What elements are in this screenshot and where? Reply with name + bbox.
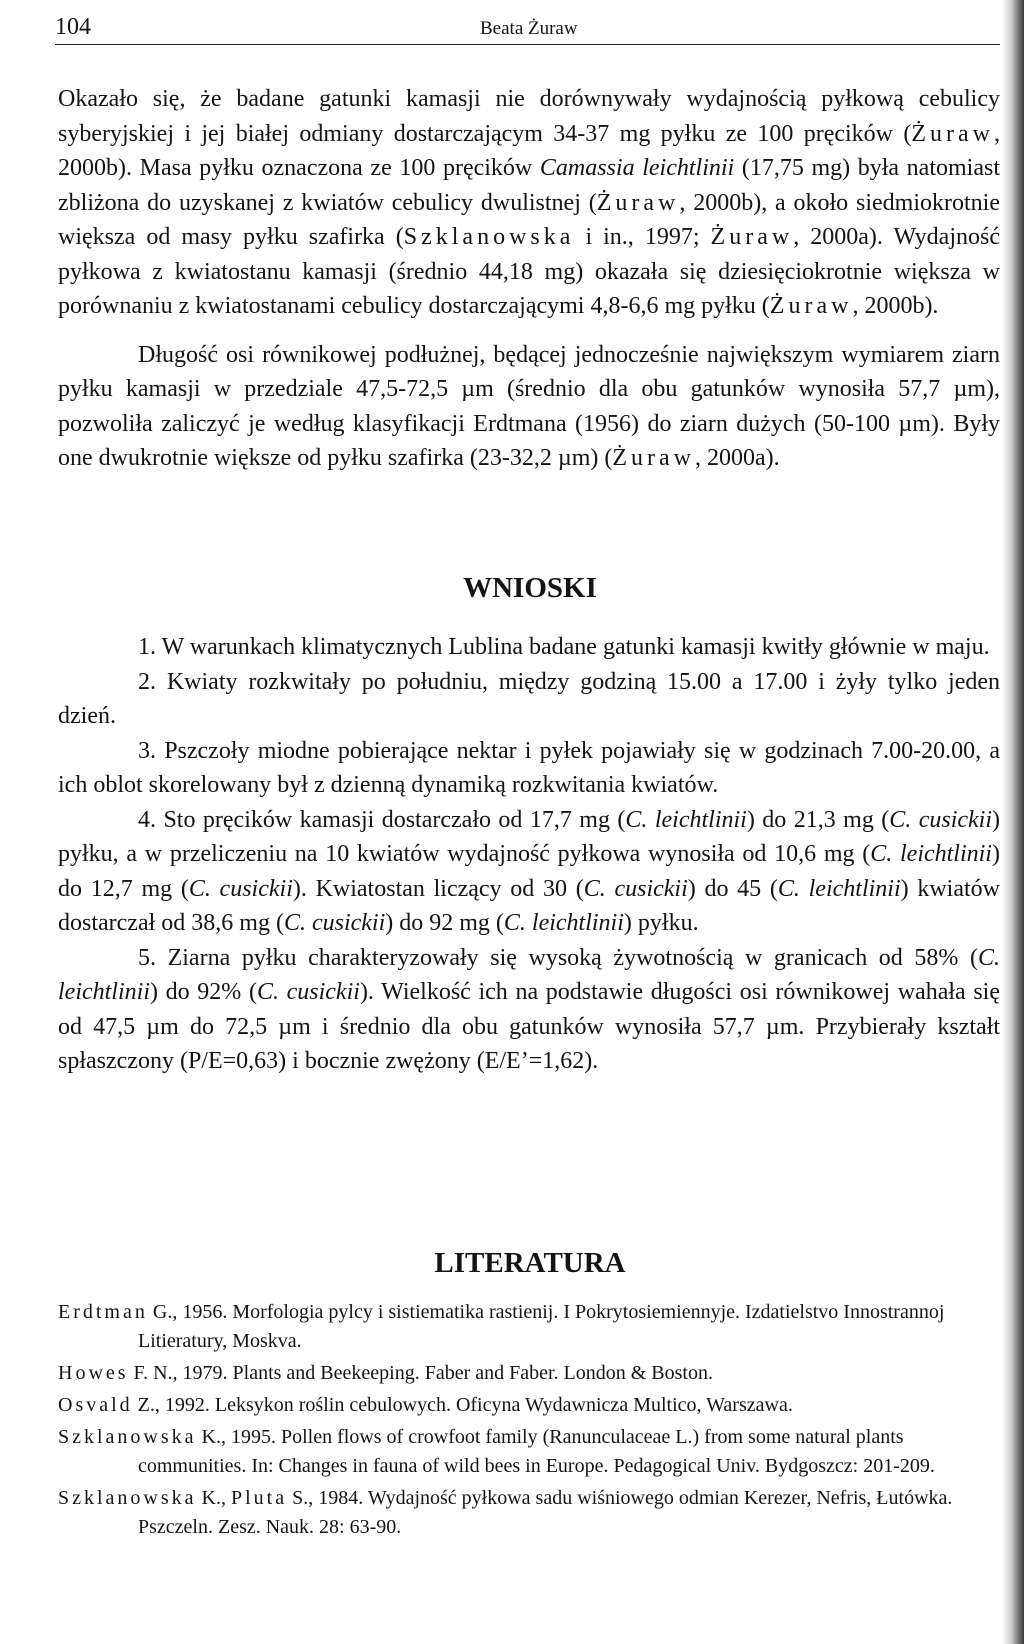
species-name: C. cusickii: [188, 875, 293, 902]
cited-author: Żuraw: [911, 120, 994, 147]
scan-shadow-edge: [1002, 0, 1024, 1644]
species-name: C. cusickii: [583, 875, 688, 902]
page-number: 104: [55, 14, 91, 40]
cited-author: Szklanowska: [403, 224, 575, 250]
cited-author: Żuraw: [596, 189, 680, 216]
running-header: [55, 14, 1000, 45]
conclusion-item: 2. Kwiaty rozkwitały po południu, między godziną 15.00 a 17.00 i żyły tylko jeden dzień.: [58, 668, 1000, 729]
species-name: C. cusickii: [889, 806, 992, 833]
reference-item: Erdtman G., 1956. Morfologia pylcy i sistiematika rastienij. I Pokrytosiemiennyje. Izdatielstvo Innostrannoj Litieratury, Moskva.: [58, 1301, 945, 1352]
conclusion-item: 1. W warunkach klimatycznych Lublina badane gatunki kamasji kwitły głównie w maju.: [138, 634, 990, 660]
species-name: C. leichtlinii: [625, 806, 747, 833]
conclusion-item: 3. Pszczoły miodne pobierające nektar i pyłek pojawiały się w godzinach 7.00-20.00, a ich oblot skorelowany był z dzienną dynamiką rozkwitania kwiatów.: [58, 737, 1000, 798]
section-heading-wnioski: WNIOSKI: [463, 572, 597, 604]
cited-author: Żuraw: [710, 224, 794, 250]
species-name: C. leichtlinii: [503, 910, 624, 936]
conclusion-item: 5. Ziarna pyłku charakteryzowały się wysoką żywotnością w granicach od 58% (C. leichtlinii) do 92% (C. cusickii). Wielkość ich na podstawie długości osi równikowej wahała się od 47,5 µm do 72,5 µm i średnio dla obu gatunków wynosiła 57,7 µm. Przybierały kształt spłaszczony (P/E=0,63) i bocznie zwężony (E/E’=1,62).: [58, 944, 1001, 1074]
species-name: C. leichtlinii: [870, 841, 992, 867]
reference-author: Pluta: [231, 1487, 288, 1509]
species-name: C. leichtlinii: [777, 875, 901, 902]
reference-list: [58, 1298, 998, 1545]
reference-item: Osvald Z., 1992. Leksykon roślin cebulowych. Oficyna Wydawnicza Multico, Warszawa.: [58, 1394, 793, 1416]
reference-author: Howes: [58, 1362, 129, 1384]
species-name: C. cusickii: [256, 979, 360, 1005]
paragraph: Długość osi równikowej podłużnej, będącej jednocześnie największym wymiarem ziarn pyłku kamasji w przedziale 47,5-72,5 µm (średnio dla obu gatunków wynosiła 57,7 µm), pozwoliła zaliczyć je według klasyfikacji Erdtmana (1956) do ziarn dużych (50-100 µm). Były one dwukrotnie większe od pyłku szafirka (23-32,2 µm) (Żuraw, 2000a).: [58, 341, 1000, 471]
reference-item: Howes F. N., 1979. Plants and Beekeeping. Faber and Faber. London & Boston.: [58, 1362, 713, 1384]
conclusion-item: 4. Sto pręcików kamasji dostarczało od 17,7 mg (C. leichtlinii) do 21,3 mg (C. cusickii) pyłku, a w przeliczeniu na 10 kwiatów wydajność pyłkowa wynosiła od 10,6 mg (C. leichtlinii) do 12,7 mg (C. cusickii). Kwiatostan liczący od 30 (C. cusickii) do 45 (C. leichtlinii) kwiatów dostarczał od 38,6 mg (C. cusickii) do 92 mg (C. leichtlinii) pyłku.: [58, 806, 1000, 936]
reference-item: Szklanowska K., 1995. Pollen flows of crowfoot family (Ranunculaceae L.) from some natural plants communities. In: Changes in fauna of wild bees in Europe. Pedagogical Univ. Bydgoszcz: 201-209.: [58, 1426, 935, 1477]
reference-author: Szklanowska: [58, 1487, 197, 1509]
species-name: Camassia leichtlinii: [539, 155, 735, 181]
paragraph: Okazało się, że badane gatunki kamasji nie dorównywały wydajnością pyłkową cebulicy syberyjskiej i jej białej odmiany dostarczającym 34-37 mg pyłku ze 100 pręcików (Żuraw, 2000b). Masa pyłku oznaczona ze 100 pręcików Camassia leichtlinii (17,75 mg) była natomiast zbliżona do uzyskanej z kwiatów cebulicy dwulistnej (Żuraw, 2000b), a około siedmiokrotnie większa od masy pyłku szafirka (Szklanowska i in., 1997; Żuraw, 2000a). Wydajność pyłkowa z kwiatostanu kamasji (średnio 44,18 mg) okazała się dziesięciokrotnie większa w porównaniu z kwiatostanami cebulicy dostarczającymi 4,8-6,6 mg pyłku (Żuraw, 2000b).: [58, 86, 1001, 319]
reference-item: Szklanowska K., Pluta S., 1984. Wydajność pyłkowa sadu wiśniowego odmian Kerezer, Nefris, Łutówka. Pszczeln. Zesz. Nauk. 28: 63-90.: [58, 1487, 953, 1538]
reference-author: Erdtman: [58, 1301, 148, 1323]
running-head-author: Beata Żuraw: [480, 18, 578, 39]
conclusions-list: [58, 630, 1000, 1079]
discussion-text: [58, 82, 1000, 476]
reference-author: Osvald: [58, 1394, 133, 1416]
cited-author: Żuraw: [769, 293, 853, 319]
section-heading-literatura: LITERATURA: [434, 1247, 626, 1279]
species-name: C. cusickii: [283, 910, 386, 936]
cited-author: Żuraw: [612, 445, 695, 471]
reference-author: Szklanowska: [58, 1426, 197, 1448]
species-name: C. leichtlinii: [58, 944, 1000, 1005]
